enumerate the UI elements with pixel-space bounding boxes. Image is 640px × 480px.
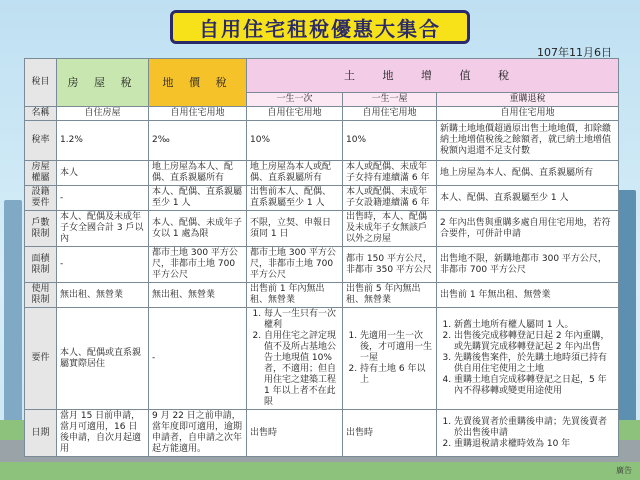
tax-benefit-table [24,58,619,457]
cell: 地上房屋為本人或配偶、直系親屬所有 [247,161,343,186]
cell: - [57,247,149,283]
row-label-name: 名稱 [25,107,57,121]
cell: 地上房屋為本人、配偶、直系親屬所有 [437,161,619,186]
subheader-one-house: 一生一屋 [343,93,437,107]
list-item: 2. 重購退稅請求權時效為 10 年 [454,439,615,450]
cell: 自用住宅用地 [437,107,619,121]
cell: 都市 150 平方公尺，非都市 350 平方公尺 [343,247,437,283]
tax-table-container [24,58,618,457]
cell: 10% [247,121,343,161]
cell [343,308,437,410]
cell: 出售地不限，新購地都市 300 平方公尺，非都市 700 平方公尺 [437,247,619,283]
cell: 本人、配偶、直系親屬至少 1 人 [149,186,247,211]
row-label-deadline: 日期 [25,410,57,457]
cell: 出售前 1 年無出租、無營業 [437,283,619,308]
cell: 地上房屋為本人、配偶、直系親屬所有 [149,161,247,186]
cell: - [149,308,247,410]
row-label-household: 戶數限制 [25,211,57,247]
list-item: 1. 先賣後買者於重購後申請；先買後賣者於出售後申請 [454,417,615,439]
header-land-increment-tax: 土 地 增 值 稅 [247,59,619,93]
cell: 本人、配偶、未成年子女以 1 處為限 [149,211,247,247]
list-item: 2. 出售後完成移轉登記日起 2 年內重購，或先購買完成移轉登記起 2 年內出售 [454,331,615,353]
cell: 本人或配偶、未成年子女持有連續滿 6 年 [343,161,437,186]
cell: 無出租、無營業 [57,283,149,308]
cell: 無出租、無營業 [149,283,247,308]
cell: 都市土地 300 平方公尺，非都市土地 700 平方公尺 [149,247,247,283]
subheader-repurchase: 重購退稅 [437,93,619,107]
list-item: 2. 持有土地 6 年以上 [360,364,433,386]
row-label-area: 面積限制 [25,247,57,283]
background-building [4,200,22,440]
cell: 自用住宅用地 [247,107,343,121]
cell: 自住房屋 [57,107,149,121]
header-house-tax: 房 屋 稅 [57,59,149,107]
list-item: 3. 先購後售案件，於先購土地時須已持有供自用住宅使用之土地 [454,353,615,375]
publish-date: 107年11月6日 [537,46,612,59]
page-title: 自用住宅租稅優惠大集合 [170,10,470,44]
row-label-registration: 設籍要件 [25,186,57,211]
row-label-use: 使用限制 [25,283,57,308]
cell: 9 月 22 日之前申請，當年度即可適用，逾期申請者，自申請之次年起方能適用。 [149,410,247,457]
list-item: 2. 自用住宅之評定現值不及所占基地公告土地現值 10%者，不適用；但自用住宅之建築工程 1 年以上者不在此限 [264,331,339,408]
cell: 自用住宅用地 [343,107,437,121]
cell: 出售時 [343,410,437,457]
cell: 本人、配偶或直系親屬實際居住 [57,308,149,410]
cell: 新購土地地價超過原出售土地地價，扣除繳納土地增值稅後之餘額者，就已納土地增值稅額內退還不足支付數 [437,121,619,161]
cell: 本人或配偶、未成年子女設籍連續滿 6 年 [343,186,437,211]
cell: 出售前 5 年內無出租、無營業 [343,283,437,308]
cell: 不限，立契、申報日須同 1 日 [247,211,343,247]
cell: 都市土地 300 平方公尺，非都市土地 700 平方公尺 [247,247,343,283]
cell: 自用住宅用地 [149,107,247,121]
cell [437,410,619,457]
cell: 出售時 [247,410,343,457]
cell [437,308,619,410]
cell: 10% [343,121,437,161]
row-label-rate: 稅率 [25,121,57,161]
cell: 出售時，本人、配偶及未成年子女無該戶以外之房屋 [343,211,437,247]
cell: 本人、配偶及未成年子女全國合計 3 戶以內 [57,211,149,247]
cell: 出售前 1 年內無出租、無營業 [247,283,343,308]
cell: 2‰ [149,121,247,161]
header-tax-item: 稅目 [25,59,57,107]
cell [247,308,343,410]
cell: - [57,186,149,211]
header-land-value-tax: 地 價 稅 [149,59,247,107]
list-item: 1. 先適用一生一次後，才可適用一生一屋 [360,331,433,364]
list-item: 1. 每人一生只有一次權利 [264,309,339,331]
list-item: 4. 重購土地自完成移轉登記之日起，5 年內不得移轉或變更用途使用 [454,375,615,397]
subheader-once: 一生一次 [247,93,343,107]
list-item: 1. 新舊土地所有權人屬同 1 人。 [454,320,615,331]
cell: 當月 15 日前申請，當月可適用，16 日後申請，自次月起適用 [57,410,149,457]
cell: 本人 [57,161,149,186]
cell: 出售前本人、配偶、直系親屬至少 1 人 [247,186,343,211]
ad-label: 廣告 [616,466,632,475]
row-label-ownership: 房屋權屬 [25,161,57,186]
cell: 2 年內出售與重購多處自用住宅用地，若符合要件，可併計申請 [437,211,619,247]
cell: 1.2% [57,121,149,161]
cell: 本人、配偶、直系親屬至少 1 人 [437,186,619,211]
row-label-requirements: 要件 [25,308,57,410]
